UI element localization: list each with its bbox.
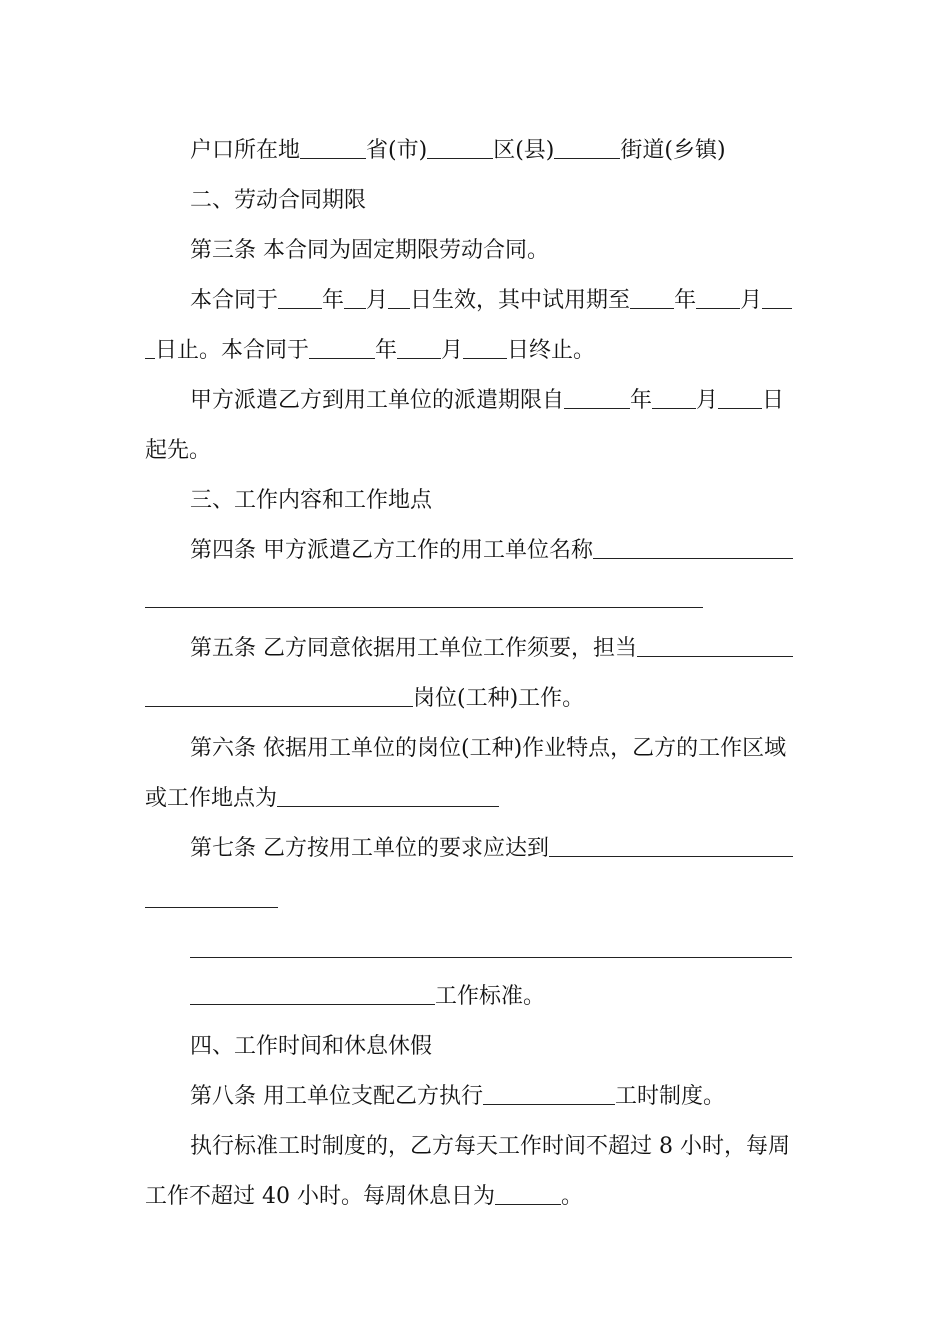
hukou-district-label: 区(县) xyxy=(493,138,555,163)
prob-month-label: 月 xyxy=(740,288,763,313)
blank-standard-b xyxy=(145,907,278,908)
blank-dispatch-month xyxy=(652,386,696,409)
article-7 xyxy=(190,834,793,864)
section-heading-4-text: 四、工作时间和休息休假 xyxy=(190,1034,433,1059)
end-month-label: 月 xyxy=(441,338,464,363)
blank-street xyxy=(554,136,620,159)
article-3-text: 第三条 本合同为固定期限劳动合同。 xyxy=(190,238,549,263)
article-5-text: 第五条 乙方同意依据用工单位工作须要，担当 xyxy=(190,636,637,661)
section-heading-2 xyxy=(190,186,366,216)
blank-end-month xyxy=(397,336,441,359)
blank-eff-year xyxy=(278,286,322,309)
blank-eff-day xyxy=(388,286,410,309)
dispatch-cont-text: 起先。 xyxy=(145,438,212,463)
article-5 xyxy=(190,634,793,664)
standard-hours-line xyxy=(190,1132,790,1162)
blank-position-a xyxy=(637,634,793,657)
blank-prob-year xyxy=(630,286,674,309)
article-7-text: 第七条 乙方按用工单位的要求应达到 xyxy=(190,836,549,861)
section-heading-4 xyxy=(190,1032,432,1062)
blank-standard-c xyxy=(190,957,792,958)
section-heading-3 xyxy=(190,486,432,516)
effective-label: 本合同于 xyxy=(190,288,279,313)
dispatch-month-label: 月 xyxy=(696,388,719,413)
rest-day-label: 工作不超过 40 小时。每周休息日为 xyxy=(145,1184,495,1209)
rest-day-end: 。 xyxy=(560,1184,583,1209)
blank-end-year xyxy=(309,336,375,359)
article-6 xyxy=(190,734,786,764)
dispatch-day-label: 日 xyxy=(762,388,785,413)
hours-system-label: 工时制度。 xyxy=(615,1084,726,1109)
blank-workplace xyxy=(277,784,499,807)
blank-rest-day xyxy=(495,1182,561,1205)
article-7-cont xyxy=(190,982,545,1012)
hukou-province-label: 省(市) xyxy=(366,138,428,163)
end-date-line xyxy=(145,336,595,366)
blank-prob-day-b xyxy=(145,336,155,359)
blank-eff-month xyxy=(344,286,366,309)
dispatch-label: 甲方派遣乙方到用工单位的派遣期限自 xyxy=(190,388,565,413)
end-label: 日止。本合同于 xyxy=(155,338,310,363)
blank-hours-system xyxy=(483,1082,615,1105)
end-year-label: 年 xyxy=(375,338,398,363)
blank-dispatch-day xyxy=(718,386,762,409)
blank-dispatch-year xyxy=(564,386,630,409)
blank-standard-a xyxy=(549,834,793,857)
end-day-label: 日终止。 xyxy=(507,338,596,363)
article-8-text: 第八条 用工单位支配乙方执行 xyxy=(190,1084,483,1109)
article-4-text: 第四条 甲方派遣乙方工作的用工单位名称 xyxy=(190,538,593,563)
prob-year-label: 年 xyxy=(674,288,697,313)
eff-year-label: 年 xyxy=(322,288,345,313)
effective-date-line xyxy=(190,286,792,316)
dispatch-cont-line xyxy=(145,436,211,466)
eff-month-label: 月 xyxy=(366,288,389,313)
dispatch-year-label: 年 xyxy=(630,388,653,413)
blank-employer-name xyxy=(593,536,793,559)
blank-end-day xyxy=(463,336,507,359)
article-6-cont xyxy=(145,784,499,814)
hukou-street-label: 街道(乡镇) xyxy=(620,138,726,163)
blank-prob-month xyxy=(696,286,740,309)
workplace-label: 或工作地点为 xyxy=(145,786,278,811)
dispatch-line xyxy=(190,386,784,416)
hukou-label: 户口所在地 xyxy=(190,138,301,163)
article-6-text: 第六条 依据用工单位的岗位(工种)作业特点，乙方的工作区域 xyxy=(190,736,787,761)
section-heading-2-text: 二、劳动合同期限 xyxy=(190,188,367,213)
blank-position-b xyxy=(145,684,413,707)
section-heading-3-text: 三、工作内容和工作地点 xyxy=(190,488,433,513)
probation-label: 日生效，其中试用期至 xyxy=(410,288,631,313)
standard-label: 工作标准。 xyxy=(435,984,546,1009)
standard-hours-text: 执行标准工时制度的，乙方每天工作时间不超过 8 小时，每周 xyxy=(190,1134,790,1159)
position-label: 岗位(工种)工作。 xyxy=(413,686,585,711)
article-8 xyxy=(190,1082,725,1112)
standard-hours-cont xyxy=(145,1182,583,1212)
hukou-line xyxy=(190,136,726,166)
article-5-cont xyxy=(145,684,584,714)
blank-employer-name-cont xyxy=(145,607,703,608)
article-3 xyxy=(190,236,549,266)
blank-district xyxy=(427,136,493,159)
blank-prob-day-a xyxy=(762,286,792,309)
article-4 xyxy=(190,536,793,566)
blank-province xyxy=(300,136,366,159)
blank-standard-d xyxy=(190,982,435,1005)
